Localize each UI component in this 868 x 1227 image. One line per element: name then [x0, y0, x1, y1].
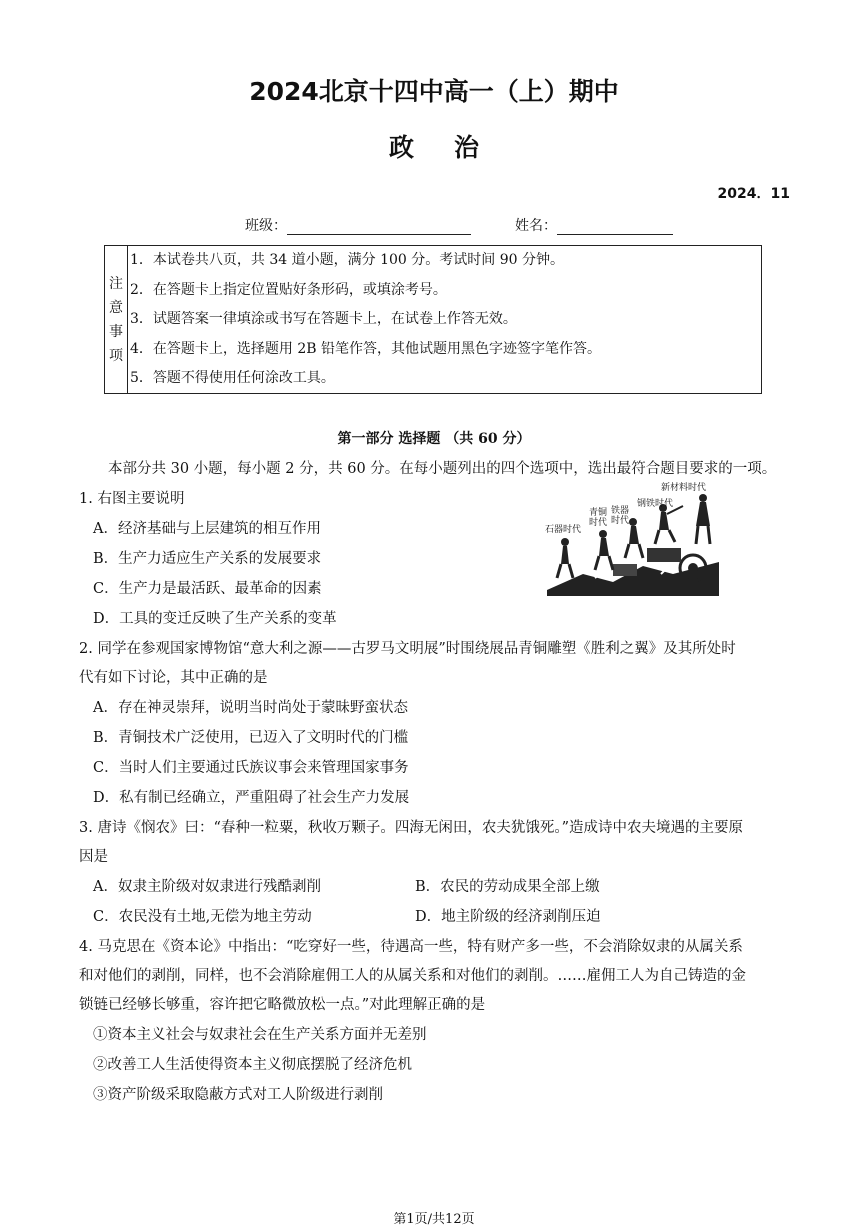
- q3-stem-line2: 因是: [79, 849, 108, 865]
- name-field: [515, 215, 673, 235]
- part1-title: 第一部分 选择题 （共 60 分）: [337, 431, 531, 447]
- tool-evolution-cartoon: [543, 478, 721, 596]
- q4-stem-line3: 锁链已经够长够重，容许把它略微放松一点。”对此理解正确的是: [79, 997, 486, 1013]
- q2-option-d: D．私有制已经确立，严重阻碍了社会生产力发展: [93, 790, 410, 806]
- q1-option-a: A．经济基础与上层建筑的相互作用: [93, 521, 321, 537]
- q2-option-c: C．当时人们主要通过氏族议事会来管理国家事务: [93, 760, 409, 776]
- class-field: [245, 215, 471, 235]
- q4-statement-2: ②改善工人生活使得资本主义彻底摆脱了经济危机: [93, 1057, 412, 1073]
- q3-stem-line1: 3. 唐诗《悯农》曰：“春种一粒粟，秋收万颗子。四海无闲田，农夫犹饿死。”造成诗中农夫境遇的主要原: [79, 820, 744, 836]
- exam-title: 2024北京十四中高一（上）期中: [249, 77, 619, 106]
- notice-item: 4．在答题卡上，选择题用 2B 铅笔作答，其他试题用黑色字迹签字笔作答。: [130, 340, 602, 357]
- part1-intro: 本部分共 30 小题，每小题 2 分，共 60 分。在每小题列出的四个选项中，选出最符合题目要求的一项。: [108, 461, 777, 477]
- q2-stem-line2: 代有如下讨论，其中正确的是: [79, 670, 268, 686]
- q3-option-a: A．奴隶主阶级对奴隶进行残酷剥削: [93, 879, 321, 895]
- notice-item: 2．在答题卡上指定位置贴好条形码，或填涂考号。: [130, 281, 447, 298]
- notice-heading: 注 意 事 项: [105, 246, 128, 393]
- notice-item: 3．试题答案一律填涂或书写在答题卡上，在试卷上作答无效。: [130, 311, 517, 327]
- notice-items: [128, 246, 761, 393]
- q1-stem: 1. 右图主要说明: [79, 491, 185, 507]
- notice-item: 5．答题不得使用任何涂改工具。: [130, 370, 335, 386]
- q1-option-b: B．生产力适应生产关系的发展要求: [93, 551, 322, 567]
- q1-option-c: C．生产力是最活跃、最革命的因素: [93, 581, 322, 597]
- label-stone-age: 石器时代: [545, 525, 582, 535]
- subject-title: 政治: [388, 133, 519, 162]
- label-iron-age: 铁器时代: [611, 506, 630, 526]
- q3-option-d: D．地主阶级的经济剥削压迫: [415, 909, 601, 925]
- name-label: 姓名：: [515, 218, 557, 234]
- label-new-material-age: 新材料时代: [661, 483, 707, 493]
- label-steel-age: 钢铁时代: [637, 499, 674, 509]
- q2-option-a: A．存在神灵崇拜，说明当时尚处于蒙昧野蛮状态: [93, 700, 408, 716]
- q4-stem-line2: 和对他们的剥削，同样，也不会消除雇佣工人的从属关系和对他们的剥削。……雇佣工人为自己铸造的金: [79, 968, 746, 984]
- exam-date: 2024．11: [717, 186, 790, 202]
- q3-option-c: C．农民没有土地,无偿为地主劳动: [93, 909, 312, 925]
- notice-item: 1．本试卷共八页，共 34 道小题，满分 100 分。考试时间 90 分钟。: [130, 252, 564, 268]
- cartoon-illustration: [543, 478, 721, 596]
- name-blank: [557, 220, 673, 235]
- q2-stem-line1: 2. 同学在参观国家博物馆“意大利之源——古罗马文明展”时围绕展品青铜雕塑《胜利之翼》及其所处时: [79, 641, 736, 657]
- q4-statement-3: ③资产阶级采取隐蔽方式对工人阶级进行剥削: [93, 1087, 383, 1103]
- q1-option-d: D．工具的变迁反映了生产关系的变革: [93, 611, 337, 627]
- q3-option-b: B．农民的劳动成果全部上缴: [415, 879, 600, 895]
- q4-stem-line1: 4. 马克思在《资本论》中指出：“吃穿好一些，待遇高一些，特有财产多一些，不会消除奴隶的从属关系: [79, 939, 743, 955]
- class-label: 班级：: [245, 218, 287, 234]
- class-blank: [287, 220, 471, 235]
- q4-statement-1: ①资本主义社会与奴隶社会在生产关系方面并无差别: [93, 1027, 427, 1043]
- q2-option-b: B．青铜技术广泛使用，已迈入了文明时代的门槛: [93, 730, 409, 746]
- page-number: 第1页/共12页: [393, 1212, 475, 1227]
- label-bronze-age: 青铜时代: [589, 508, 608, 528]
- notice-box: [104, 245, 762, 394]
